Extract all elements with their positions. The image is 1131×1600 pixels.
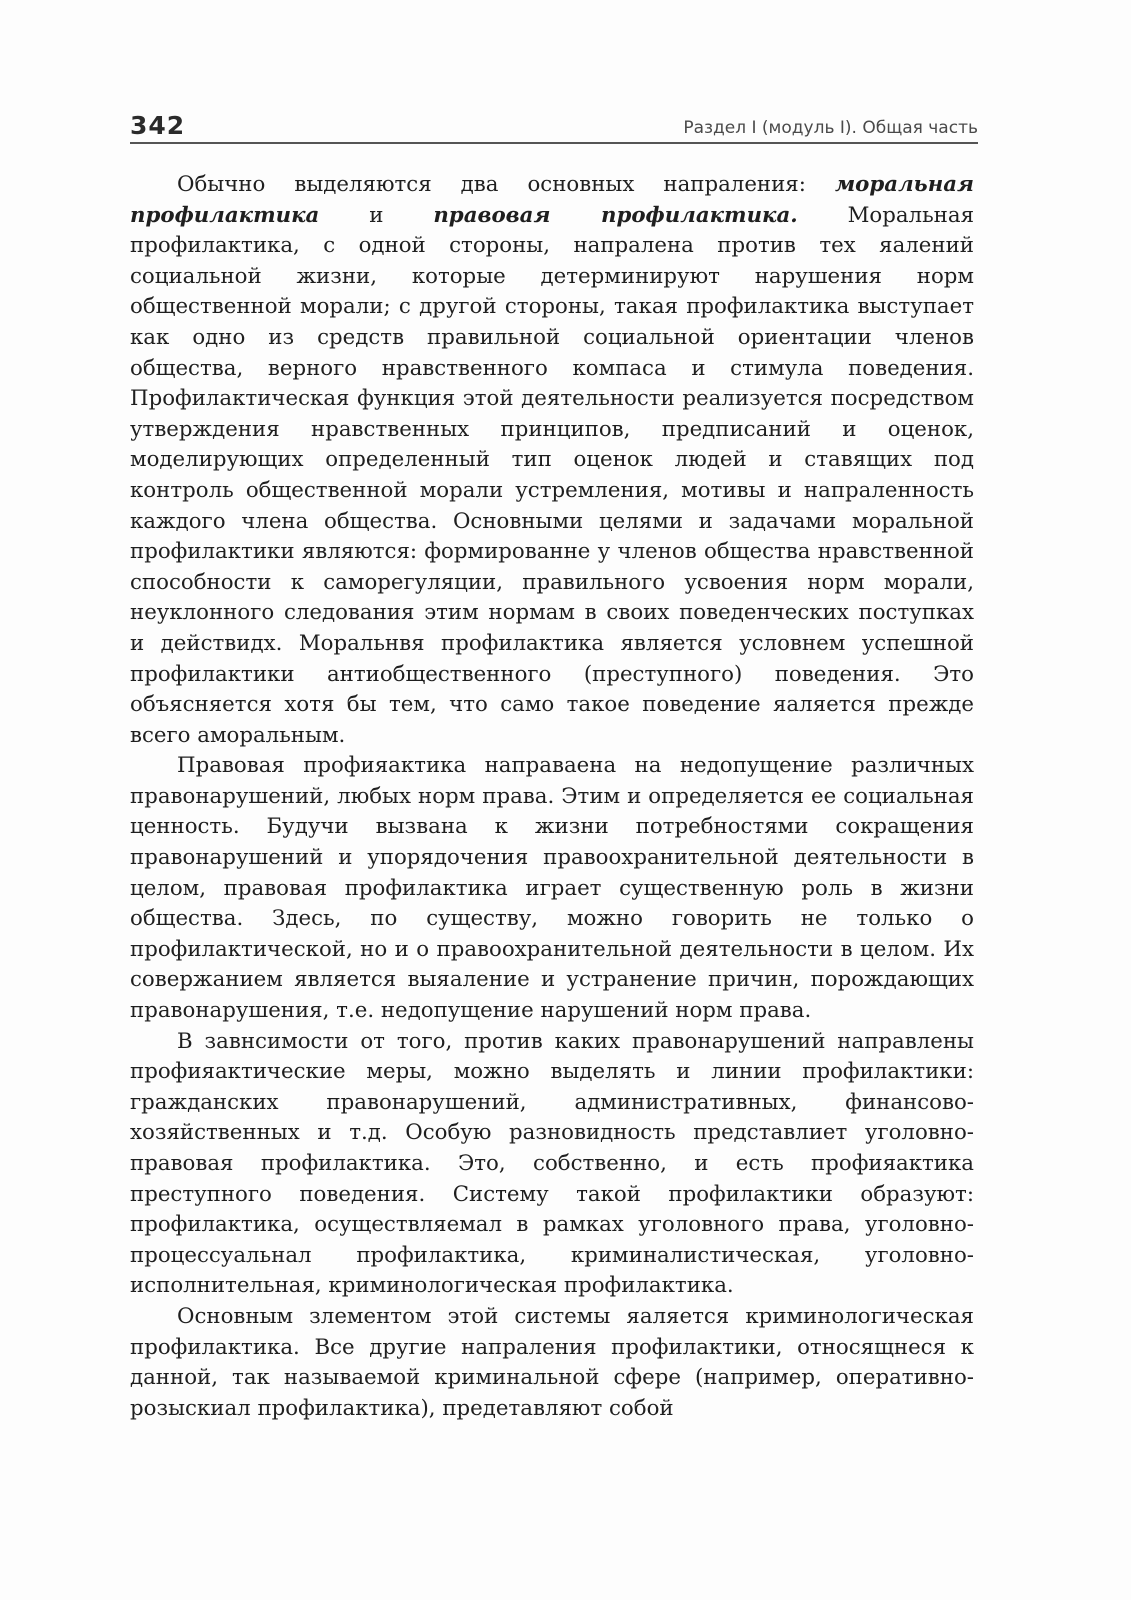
paragraph-1 (130, 170, 974, 751)
paragraph-1-intro: Обычно выделяются два основных напраления: (177, 172, 835, 197)
paragraph-1-conjunction: и (319, 202, 434, 228)
running-head: Раздел I (модуль I). Общая часть (683, 118, 978, 138)
paragraph-1-rest: Моральная профилактика, с одной стороны, напралена против тех яалений социальной жизни, которые детерминируют нарушения норм общественной морали; с другой стороны, такая профилактика выступает как одно из средств правильной социальной ориентации членов общества, верного нравственного компаса и стимула поведения. Профилактическая функция этой деятельности реализуется посредством утверждения нравственных принципов, предписаний и оценок, моделирующих определенный тип оценок людей и ставящих под контроль общественной морали устремления, мотивы и напраленность каждого члена общества. Основными целями и задачами моральной профилактики являются: формированне у членов общества нравственной способности к саморегуляции, правильного усвоения норм морали, неуклонного следования этим нормам в своих поведенческих поступках и действидх. Моральнвя профилактика является условнем успешной профилактики антиобщественного (преступного) поведения. Это объясняется хотя бы тем, что само такое поведение яаляется прежде всего аморальным. (130, 202, 974, 748)
body-text (130, 170, 974, 1424)
page-number: 342 (130, 111, 186, 140)
paragraph-3: В завнсимости от того, против каких правонарушений направлены профияактические меры, можно выделять и линии профилактики: гражданских правонарушений, административных, финансово-хозяйственных и т.д. Особую разновидность представлиет уголовно-правовая профилактика. Это, собственно, и есть профияактика преступного поведения. Систему такой профилактики образуют: профилактика, осуществляемал в рамках уголовного права, уголовно-процессуальнал профилактика, криминалистическая, уголовно-исполнительная, криминологическая профилактика. (130, 1028, 974, 1299)
term-legal-prevention: правовая профилактика. (433, 202, 798, 228)
term-moral-prevention: моральная профилактика (130, 172, 974, 228)
paragraph-4: Основным злементом этой системы яаляется криминологическая профилактика. Все другие напраления профилактики, относящнеся к данной, так называемой криминальной сфере (например, оперативно-розыскиал профилактика), предетавляют собой (130, 1303, 974, 1421)
paragraph-2: Правовая профияактика направаена на недопущение различных правонарушений, любых норм права. Этим и определяется ее социальная ценность. Будучи вызвана к жизни потребностями сокращения правонарушений и упорядочения правоохранительной деятельности в целом, правовая профилактика играет существенную роль в жизни общества. Здесь, по существу, можно говорить не только о профилактической, но и о правоохранительной деятельности в целом. Их совержанием является выяаление и устранение причин, порождающих правонарушения, т.е. недопущение нарушений норм права. (130, 753, 974, 1024)
page-header (130, 108, 978, 144)
